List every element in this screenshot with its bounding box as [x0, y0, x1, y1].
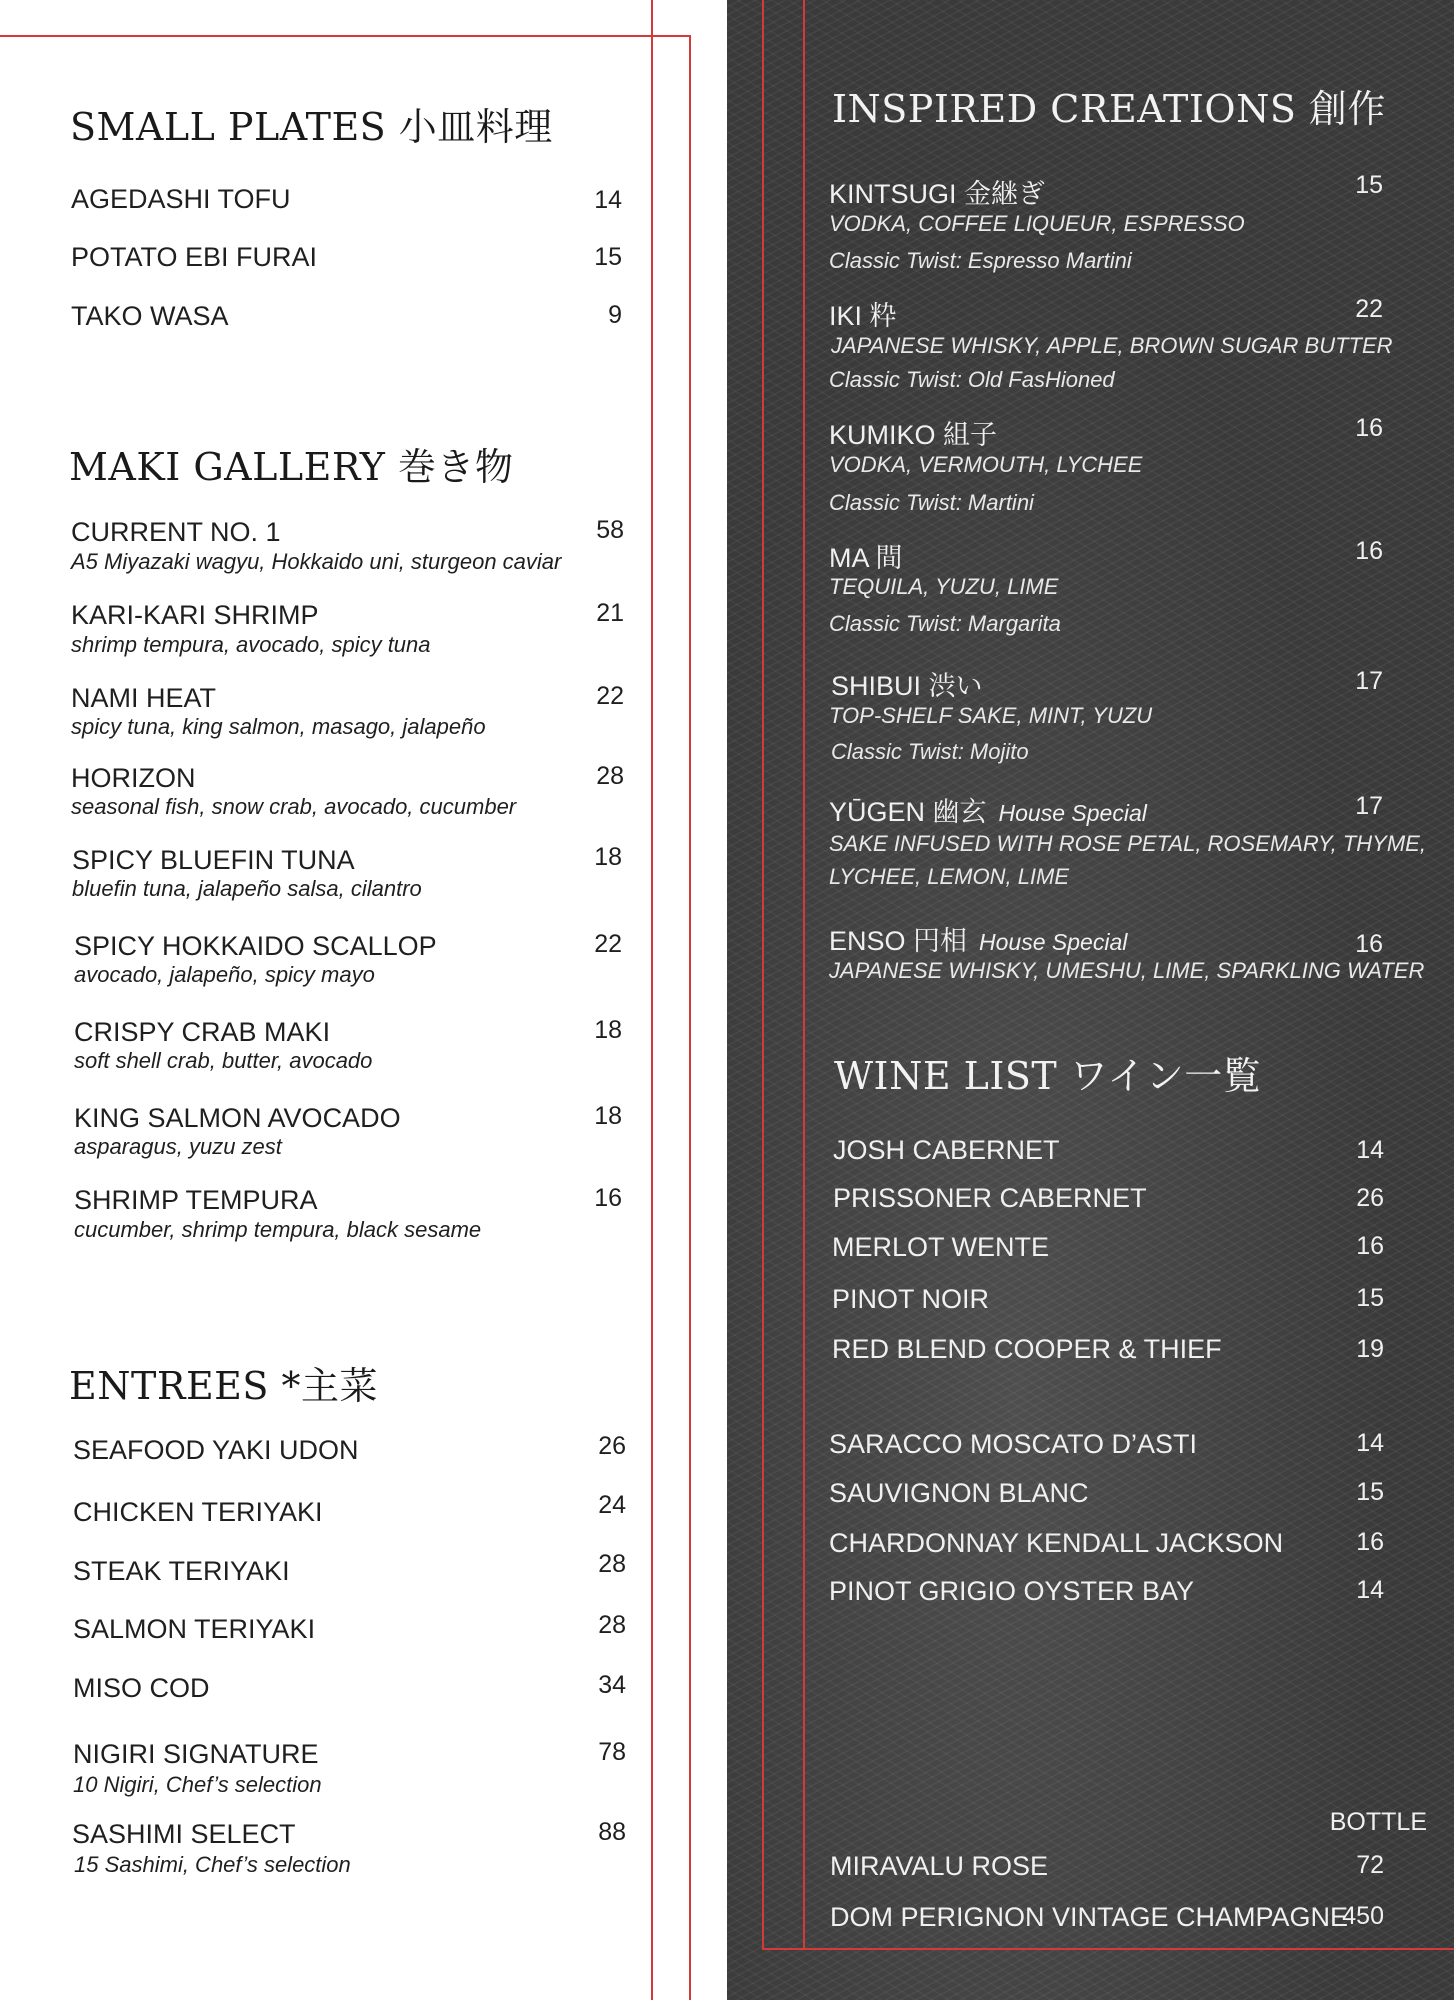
menu-item-name: NIGIRI SIGNATURE [73, 1739, 319, 1769]
red-border-right-inner [689, 35, 691, 2000]
wine-name: PINOT GRIGIO OYSTER BAY [829, 1576, 1195, 1606]
menu-item-name: HORIZON [71, 763, 196, 793]
cocktail-classic-twist: Classic Twist: Mojito [831, 739, 1029, 764]
menu-item-price: 18 [594, 1102, 622, 1130]
wine-price: 15 [1356, 1284, 1384, 1312]
cocktail-ingredients: SAKE INFUSED WITH ROSE PETAL, ROSEMARY, THYME, [829, 831, 1426, 856]
cocktail-price: 17 [1355, 667, 1383, 695]
menu-item-price: 28 [598, 1611, 626, 1639]
cocktail-name-text: ENSO 円相 [829, 926, 968, 956]
cocktail-name: MA 間 [829, 543, 903, 573]
wine-name: SARACCO MOSCATO D’ASTI [829, 1429, 1198, 1459]
wine-name: PINOT NOIR [832, 1284, 990, 1314]
wine-name: SAUVIGNON BLANC [829, 1478, 1089, 1508]
menu-item-price: 24 [598, 1491, 626, 1519]
menu-item-name: CHICKEN TERIYAKI [73, 1497, 323, 1527]
small-plates-heading: SMALL PLATES 小皿料理 [70, 105, 553, 149]
menu-item-price: 26 [598, 1432, 626, 1460]
menu-item-price: 14 [594, 186, 622, 214]
wine-price: 19 [1356, 1335, 1384, 1363]
cocktail-ingredients: JAPANESE WHISKY, UMESHU, LIME, SPARKLING WATER [829, 958, 1425, 983]
menu-item-name: SASHIMI SELECT [72, 1819, 296, 1849]
cocktail-price: 16 [1355, 930, 1383, 958]
menu-item-price: 22 [596, 682, 624, 710]
cocktail-price: 22 [1355, 295, 1383, 323]
cocktail-name: KUMIKO 組子 [829, 420, 998, 450]
bottle-column-label: BOTTLE [1329, 1808, 1427, 1836]
wine-price: 450 [1342, 1902, 1384, 1930]
wine-list-heading: WINE LIST ワイン一覧 [834, 1054, 1262, 1098]
menu-item-price: 34 [598, 1671, 626, 1699]
menu-item-name: SPICY HOKKAIDO SCALLOP [74, 931, 437, 961]
menu-item-description: cucumber, shrimp tempura, black sesame [74, 1217, 482, 1242]
wine-name: CHARDONNAY KENDALL JACKSON [829, 1528, 1284, 1558]
menu-item-description: 10 Nigiri, Chef’s selection [73, 1772, 322, 1797]
cocktail-classic-twist: Classic Twist: Espresso Martini [829, 248, 1132, 273]
menu-item-description: shrimp tempura, avocado, spicy tuna [71, 632, 431, 657]
wine-name: DOM PERIGNON VINTAGE CHAMPAGNE [830, 1902, 1349, 1932]
maki-gallery-heading: MAKI GALLERY 巻き物 [69, 445, 514, 489]
cocktail-ingredients: VODKA, COFFEE LIQUEUR, ESPRESSO [829, 211, 1245, 236]
wine-price: 72 [1356, 1851, 1384, 1879]
red-border-right-outer [651, 0, 653, 2000]
menu-item-description: avocado, jalapeño, spicy mayo [74, 962, 375, 987]
cocktail-ingredients: TOP-SHELF SAKE, MINT, YUZU [829, 703, 1153, 728]
menu-item-name: SEAFOOD YAKI UDON [73, 1435, 359, 1465]
menu-item-price: 28 [596, 762, 624, 790]
house-special-tag: House Special [998, 800, 1147, 826]
menu-item-name: KARI-KARI SHRIMP [71, 600, 319, 630]
menu-item-name: SHRIMP TEMPURA [74, 1185, 318, 1215]
menu-item-description: bluefin tuna, jalapeño salsa, cilantro [72, 876, 422, 901]
menu-item-name: CURRENT NO. 1 [71, 517, 281, 547]
cocktail-name: KINTSUGI 金継ぎ [829, 179, 1046, 209]
menu-item-name: STEAK TERIYAKI [73, 1556, 290, 1586]
menu-item-description: A5 Miyazaki wagyu, Hokkaido uni, sturgeon caviar [71, 549, 562, 574]
menu-item-price: 21 [596, 599, 624, 627]
wine-price: 16 [1356, 1232, 1384, 1260]
menu-item-name: NAMI HEAT [71, 683, 217, 713]
wine-name: MIRAVALU ROSE [830, 1851, 1049, 1881]
menu-item-name: TAKO WASA [71, 301, 229, 331]
cocktail-ingredients-continued: LYCHEE, LEMON, LIME [829, 864, 1070, 889]
menu-item-price: 15 [594, 243, 622, 271]
menu-item-name: MISO COD [73, 1673, 210, 1703]
menu-item-description: soft shell crab, butter, avocado [74, 1048, 373, 1073]
menu-item-price: 58 [596, 516, 624, 544]
wine-name: RED BLEND COOPER & THIEF [832, 1334, 1222, 1364]
red-border-top [0, 35, 690, 37]
menu-item-price: 9 [608, 301, 622, 329]
menu-item-price: 28 [598, 1550, 626, 1578]
cocktail-ingredients: VODKA, VERMOUTH, LYCHEE [829, 452, 1143, 477]
cocktail-price: 17 [1355, 792, 1383, 820]
wine-price: 15 [1356, 1478, 1384, 1506]
cocktail-ingredients: TEQUILA, YUZU, LIME [829, 574, 1059, 599]
wine-name: MERLOT WENTE [832, 1232, 1050, 1262]
cocktail-price: 16 [1355, 537, 1383, 565]
wine-name: PRISSONER CABERNET [833, 1183, 1147, 1213]
cocktail-ingredients: JAPANESE WHISKY, APPLE, BROWN SUGAR BUTTER [831, 333, 1393, 358]
cocktail-classic-twist: Classic Twist: Martini [829, 490, 1034, 515]
cocktail-name: SHIBUI 渋い [831, 671, 983, 701]
menu-item-price: 18 [594, 1016, 622, 1044]
wine-price: 14 [1356, 1576, 1384, 1604]
cocktail-name [829, 919, 1127, 958]
red-border-left-inner [803, 0, 805, 1950]
wine-price: 14 [1356, 1136, 1384, 1164]
menu-item-name: KING SALMON AVOCADO [74, 1103, 401, 1133]
menu-item-name: POTATO EBI FURAI [71, 242, 318, 272]
house-special-tag: House Special [979, 929, 1128, 955]
cocktail-price: 15 [1355, 171, 1383, 199]
wine-price: 26 [1356, 1184, 1384, 1212]
drinks-menu-page [727, 0, 1454, 2000]
wine-price: 14 [1356, 1429, 1384, 1457]
entrees-heading: ENTREES *主菜 [69, 1364, 379, 1408]
menu-item-price: 18 [594, 843, 622, 871]
menu-item-description: asparagus, yuzu zest [74, 1134, 282, 1159]
menu-item-description: 15 Sashimi, Chef’s selection [74, 1852, 351, 1877]
inspired-creations-heading: INSPIRED CREATIONS 創作 [832, 87, 1386, 131]
wine-price: 16 [1356, 1528, 1384, 1556]
cocktail-classic-twist: Classic Twist: Old FasHioned [829, 367, 1115, 392]
menu-item-price: 88 [598, 1818, 626, 1846]
menu-item-price: 16 [594, 1184, 622, 1212]
cocktail-name: IKI 粋 [829, 301, 897, 331]
menu-item-price: 22 [594, 930, 622, 958]
menu-item-name: SALMON TERIYAKI [73, 1614, 316, 1644]
red-border-left-outer [762, 0, 764, 1950]
menu-item-name: SPICY BLUEFIN TUNA [72, 845, 355, 875]
menu-item-description: spicy tuna, king salmon, masago, jalapeño [71, 714, 486, 739]
cocktail-classic-twist: Classic Twist: Margarita [829, 611, 1061, 636]
wine-name: JOSH CABERNET [833, 1135, 1060, 1165]
menu-item-name: AGEDASHI TOFU [71, 184, 291, 214]
cocktail-name [829, 790, 1147, 829]
menu-item-price: 78 [598, 1738, 626, 1766]
menu-item-name: CRISPY CRAB MAKI [74, 1017, 331, 1047]
cocktail-name-text: YŪGEN 幽玄 [829, 797, 987, 827]
menu-item-description: seasonal fish, snow crab, avocado, cucumber [71, 794, 517, 819]
cocktail-price: 16 [1355, 414, 1383, 442]
red-border-bottom [762, 1948, 1454, 1950]
